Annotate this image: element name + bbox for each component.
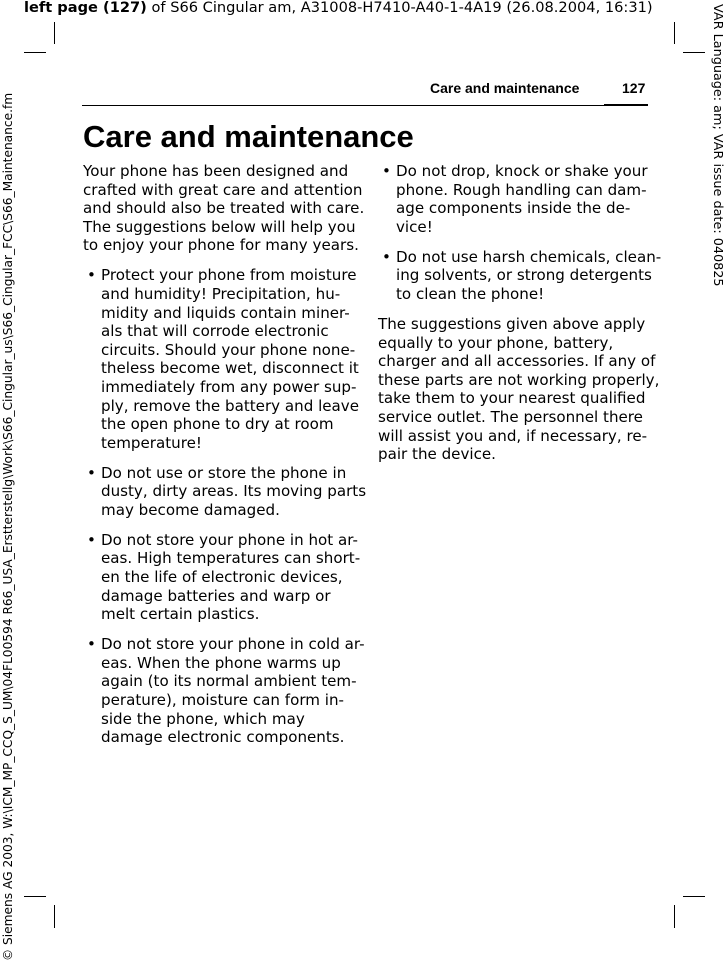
crop-mark [24,52,46,53]
text-line: perature), moisture can form in- [101,691,344,709]
text-line: dusty, dirty areas. Its moving parts [101,482,367,501]
file-path-slug: © Siemens AG 2003, W:\ICM_MP_CCQ_S_UM\04FL00594 R66_USA_Erstterstellg\Work\S66_Cingular_us\S66_Cingular_FCC\S66_Maintenance.fm [1,92,15,961]
running-header-title: Care and maintenance [430,80,580,96]
crop-mark [674,22,675,44]
text-line: eas. High temperatures can short- [101,549,361,568]
text-line: and should also be treated with care. [83,199,365,218]
text-line: service outlet. The personnel there [378,407,643,426]
text-line: and humidity! Precipitation, hu- [101,284,341,303]
left-column [83,162,367,758]
text-line: The suggestions given above apply [378,314,646,333]
text-line: age components inside the de- [396,199,631,218]
text-line: Do not use harsh chemicals, clean- [396,247,662,266]
text-line: the open phone to dry at room [101,415,334,434]
list-item [83,266,360,452]
text-line: again (to its normal ambient tem- [101,672,357,691]
text-line: to enjoy your phone for many years. [83,236,359,255]
text-line: The suggestions below will help you [83,217,356,236]
closing-paragraph [378,314,660,464]
text-line: damage batteries and warp or [101,586,331,605]
text-line: equally to your phone, battery, [378,333,614,352]
crop-mark [674,905,675,928]
text-line: will assist you and, if necessary, re- [378,426,648,445]
language-slug: VAR Language: am; VAR issue date: 040825 [710,4,725,287]
print-slug-label: left page (127) [24,0,147,16]
text-line: vice! [396,217,433,236]
bullet-icon: • [87,266,96,285]
text-line: ply, remove the battery and leave [101,396,360,415]
text-line: eas. When the phone warms up [101,653,341,672]
text-line: side the phone, which may [101,709,305,728]
print-slug-text: of S66 Cingular am, A31008-H7410-A40-1-4A19 (26.08.2004, 16:31) [146,0,653,16]
crop-mark [54,905,55,928]
list-item [83,635,365,747]
bullet-icon: • [87,530,96,549]
crop-mark [24,896,46,897]
header-rule [82,105,648,106]
text-line: damage electronic components. [101,728,345,747]
list-item [378,247,662,304]
text-line: melt certain plastics. [101,605,260,624]
text-line: en the life of electronic devices, [101,568,343,587]
text-line: Do not store your phone in hot ar- [101,530,358,549]
text-line: ing solvents, or strong detergents [396,266,652,285]
care-list-right [378,162,662,304]
text-line: immediately from any power sup- [101,377,357,396]
text-line: theless become wet, disconnect it [101,359,359,378]
text-line: crafted with great care and attention [83,180,363,199]
text-line: als that will corrode electronic [101,322,329,341]
list-item [83,530,361,624]
print-slug [24,0,653,17]
page-number: 127 [622,80,646,96]
text-line: midity and liquids contain miner- [101,303,350,322]
text-line: charger and all accessories. If any of [378,352,656,371]
text-line: these parts are not working properly, [378,370,660,389]
text-line: phone. Rough handling can dam- [396,180,647,199]
bullet-icon: • [382,162,391,180]
text-line: pair the device. [378,445,496,464]
bullet-icon: • [87,463,96,482]
crop-mark [683,896,705,897]
text-line: may become damaged. [101,500,280,519]
intro-paragraph [83,162,365,255]
text-line: take them to your nearest qualified [378,389,646,408]
bullet-icon: • [87,635,96,654]
text-line: Do not drop, knock or shake your [396,162,648,180]
text-line: Do not store your phone in cold ar- [101,635,365,654]
header-rule-accent [604,104,648,106]
right-column [378,162,662,464]
list-item [83,463,367,520]
text-line: Protect your phone from moisture [101,266,357,285]
crop-mark [683,52,705,53]
text-line: Your phone has been designed and [83,162,349,180]
text-line: Do not use or store the phone in [101,463,347,482]
bullet-icon: • [382,247,391,266]
list-item [378,162,648,236]
text-line: circuits. Should your phone none- [101,340,356,359]
crop-mark [54,22,55,44]
care-list-left [83,266,367,747]
page-title: Care and maintenance [83,119,414,154]
text-line: to clean the phone! [396,284,545,303]
text-line: temperature! [101,433,202,452]
